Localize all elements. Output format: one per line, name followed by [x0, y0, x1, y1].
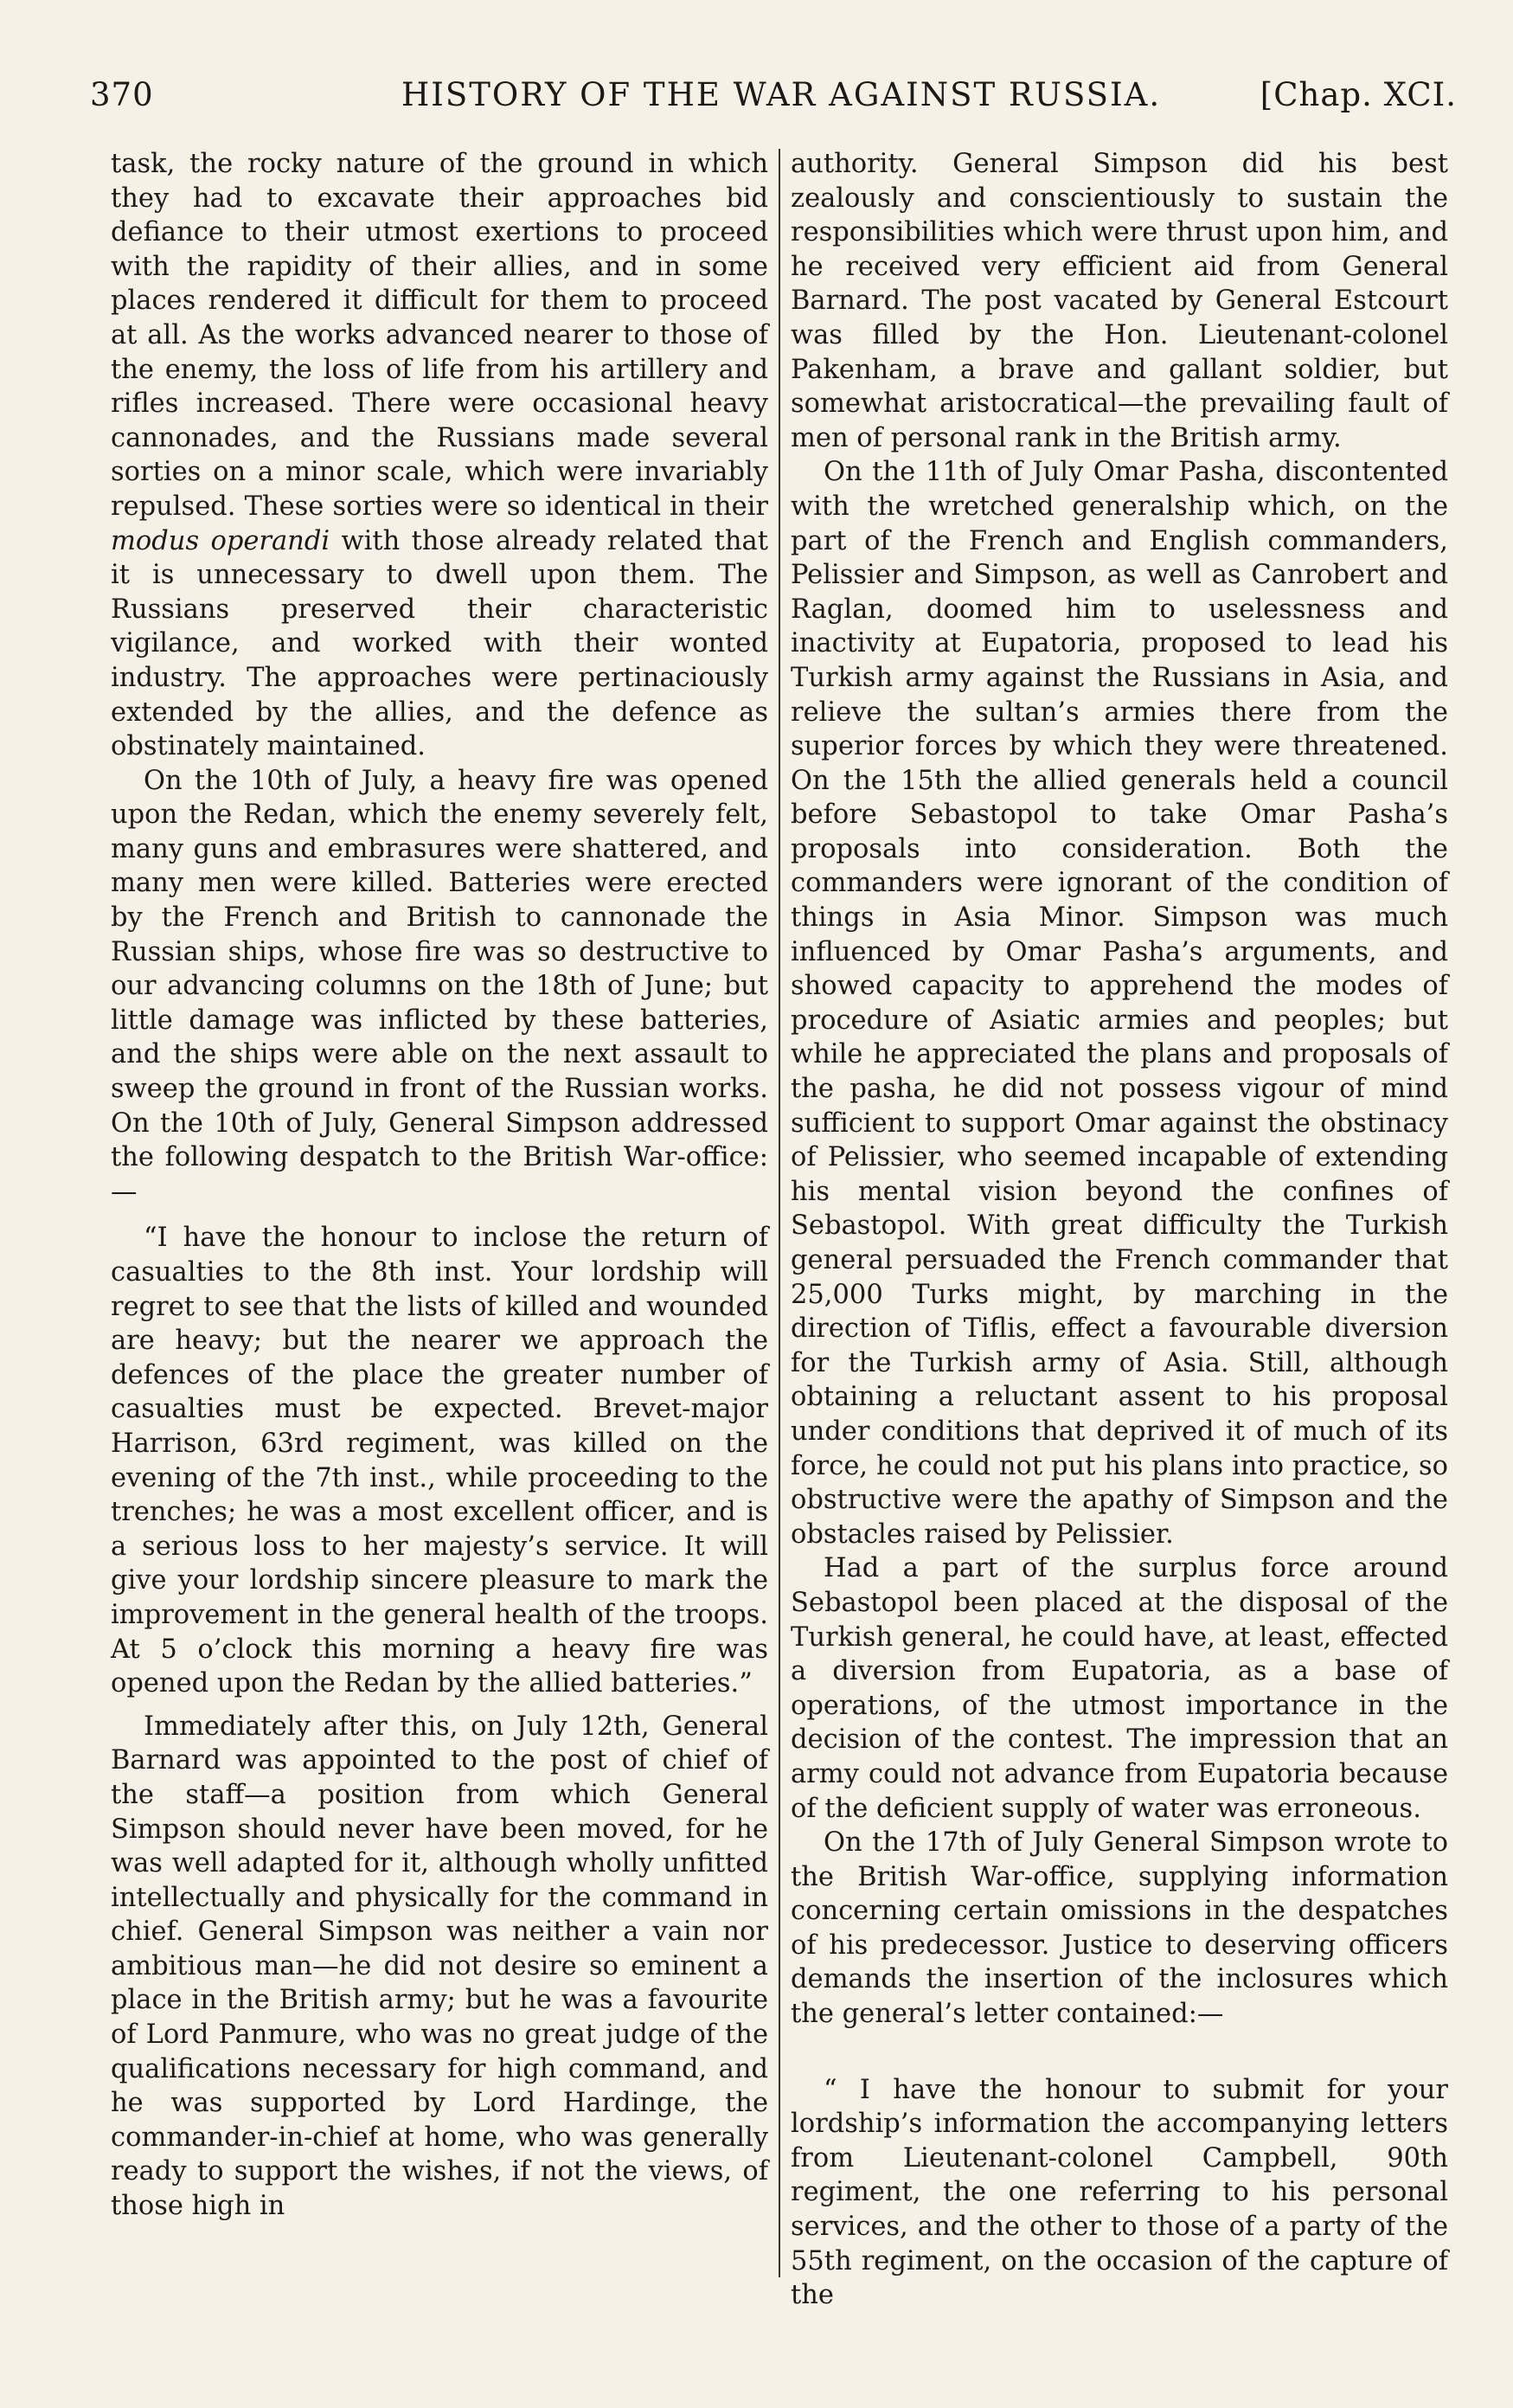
left-quote-despatch: “I have the honour to inclose the return of casualties to the 8th inst. Your lordship will regret to see that the lists of killed and wounded are heavy; but the nearer we approach the defences of the place the greater number of casualties must be expected. Brevet-major Harrison, 63rd regiment, was killed on the evening of the 7th inst., while proceeding to the trenches; he was a most excellent officer, and is a serious loss to her majesty’s service. It will give your lordship sincere pleasure to mark the improvement in the general health of the troops. At 5 o’clock this morning a heavy fire was opened upon the Redan by the allied batteries.”: [111, 1223, 768, 1699]
column-divider: [779, 149, 780, 2277]
right-paragraph-4: On the 17th of July General Simpson wrote to the British War-office, supplying information concerning certain omissions in the despatches of his predecessor. Justice to deserving officers demands the insertion of the inclosures which the general’s letter contained:—: [791, 1827, 1448, 2030]
right-quote-letter: “ I have the honour to submit for your lordship’s information the accompanying letters from Lieutenant-colonel Campbell, 90th regiment, the one referring to his personal services, and the other to those of a party of the 55th regiment, on the occasion of the capture of the: [791, 2074, 1448, 2311]
chapter-label: [Chap. XCI.: [1260, 76, 1457, 113]
left-paragraph-1: [111, 147, 768, 764]
running-title: HISTORY OF THE WAR AGAINST RUSSIA.: [401, 76, 1162, 113]
running-header: [90, 76, 1457, 128]
right-paragraph-3: Had a part of the surplus force around Sebastopol been placed at the disposal of the Turkish general, he could have, at least, effected a diversion from Eupatoria, as a base of operations, of the utmost importance in the decision of the contest. The impression that an army could not advance from Eupatoria because of the deficient supply of water was erroneous.: [791, 1553, 1448, 1824]
page-number: 370: [90, 76, 154, 113]
italic-phrase: modus operandi: [111, 525, 330, 556]
left-column: [111, 147, 768, 2224]
left-paragraph-4: Immediately after this, on July 12th, General Barnard was appointed to the post of chief of the staff—a position from which General Simpson should never have been moved, for he was well adapted for it, although wholly unfitted intellectually and physically for the command in chief. General Simpson was neither a vain nor ambitious man—he did not desire so eminent a place in the British army; but he was a favourite of Lord Panmure, who was no great judge of the qualifications necessary for high command, and he was supported by Lord Hardinge, the commander-in-chief at home, who was generally ready to support the wishes, if not the views, of those high in: [111, 1711, 768, 2222]
left-paragraph-1-text: task, the rocky nature of the ground in which they had to excavate their approaches bid defiance to their utmost exertions to proceed with the rapidity of their allies, and in some places rendered it difficult for them to proceed at all. As the works advanced nearer to those of the enemy, the loss of life from his artillery and rifles increased. There were occasional heavy cannonades, and the Russians made several sorties on a minor scale, which were invariably repulsed. These sorties were so identical in their: [111, 149, 768, 522]
left-paragraph-1-rest: with those already related that it is unnecessary to dwell upon them. The Russians preserved their characteristic vigilance, and worked with their wonted industry. The approaches were pertinaciously extended by the allies, and the defence as obstinately maintained.: [111, 525, 768, 762]
right-paragraph-2: On the 11th of July Omar Pasha, discontented with the wretched generalship which, on the part of the French and English commanders, Pelissier and Simpson, as well as Canrobert and Raglan, doomed him to uselessness and inactivity at Eupatoria, proposed to lead his Turkish army against the Russians in Asia, and relieve the sultan’s armies there from the superior forces by which they were threatened. On the 15th the allied generals held a council before Sebastopol to take Omar Pasha’s proposals into consideration. Both the commanders were ignorant of the condition of things in Asia Minor. Simpson was much influenced by Omar Pasha’s arguments, and showed capacity to apprehend the modes of procedure of Asiatic armies and peoples; but while he appreciated the plans and proposals of the pasha, he did not possess vigour of mind sufficient to support Omar against the obstinacy of Pelissier, who seemed incapable of extending his mental vision beyond the confines of Sebastopol. With great difficulty the Turkish general persuaded the French commander that 25,000 Turks might, by marching in the direction of Tiflis, effect a favourable diversion for the Turkish army of Asia. Still, although obtaining a reluctant assent to his proposal under conditions that deprived it of much of its force, he could not put his plans into practice, so obstructive were the apathy of Simpson and the obstacles raised by Pelissier.: [791, 457, 1448, 1550]
left-paragraph-2: On the 10th of July, a heavy fire was opened upon the Redan, which the enemy severely felt, many guns and embrasures were shattered, and many men were killed. Batteries were erected by the French and British to cannonade the Russian ships, whose fire was so destructive to our advancing columns on the 18th of June; but little damage was inflicted by these batteries, and the ships were able on the next assault to sweep the ground in front of the Russian works. On the 10th of July, General Simpson addressed the following despatch to the British War-office:—: [111, 765, 768, 1207]
right-paragraph-1: authority. General Simpson did his best zealously and conscientiously to sustain the responsibilities which were thrust upon him, and he received very efficient aid from General Barnard. The post vacated by General Estcourt was filled by the Hon. Lieutenant-colonel Pakenham, a brave and gallant soldier, but somewhat aristocratical—the prevailing fault of men of personal rank in the British army.: [791, 149, 1448, 453]
right-column: [791, 147, 1448, 2313]
